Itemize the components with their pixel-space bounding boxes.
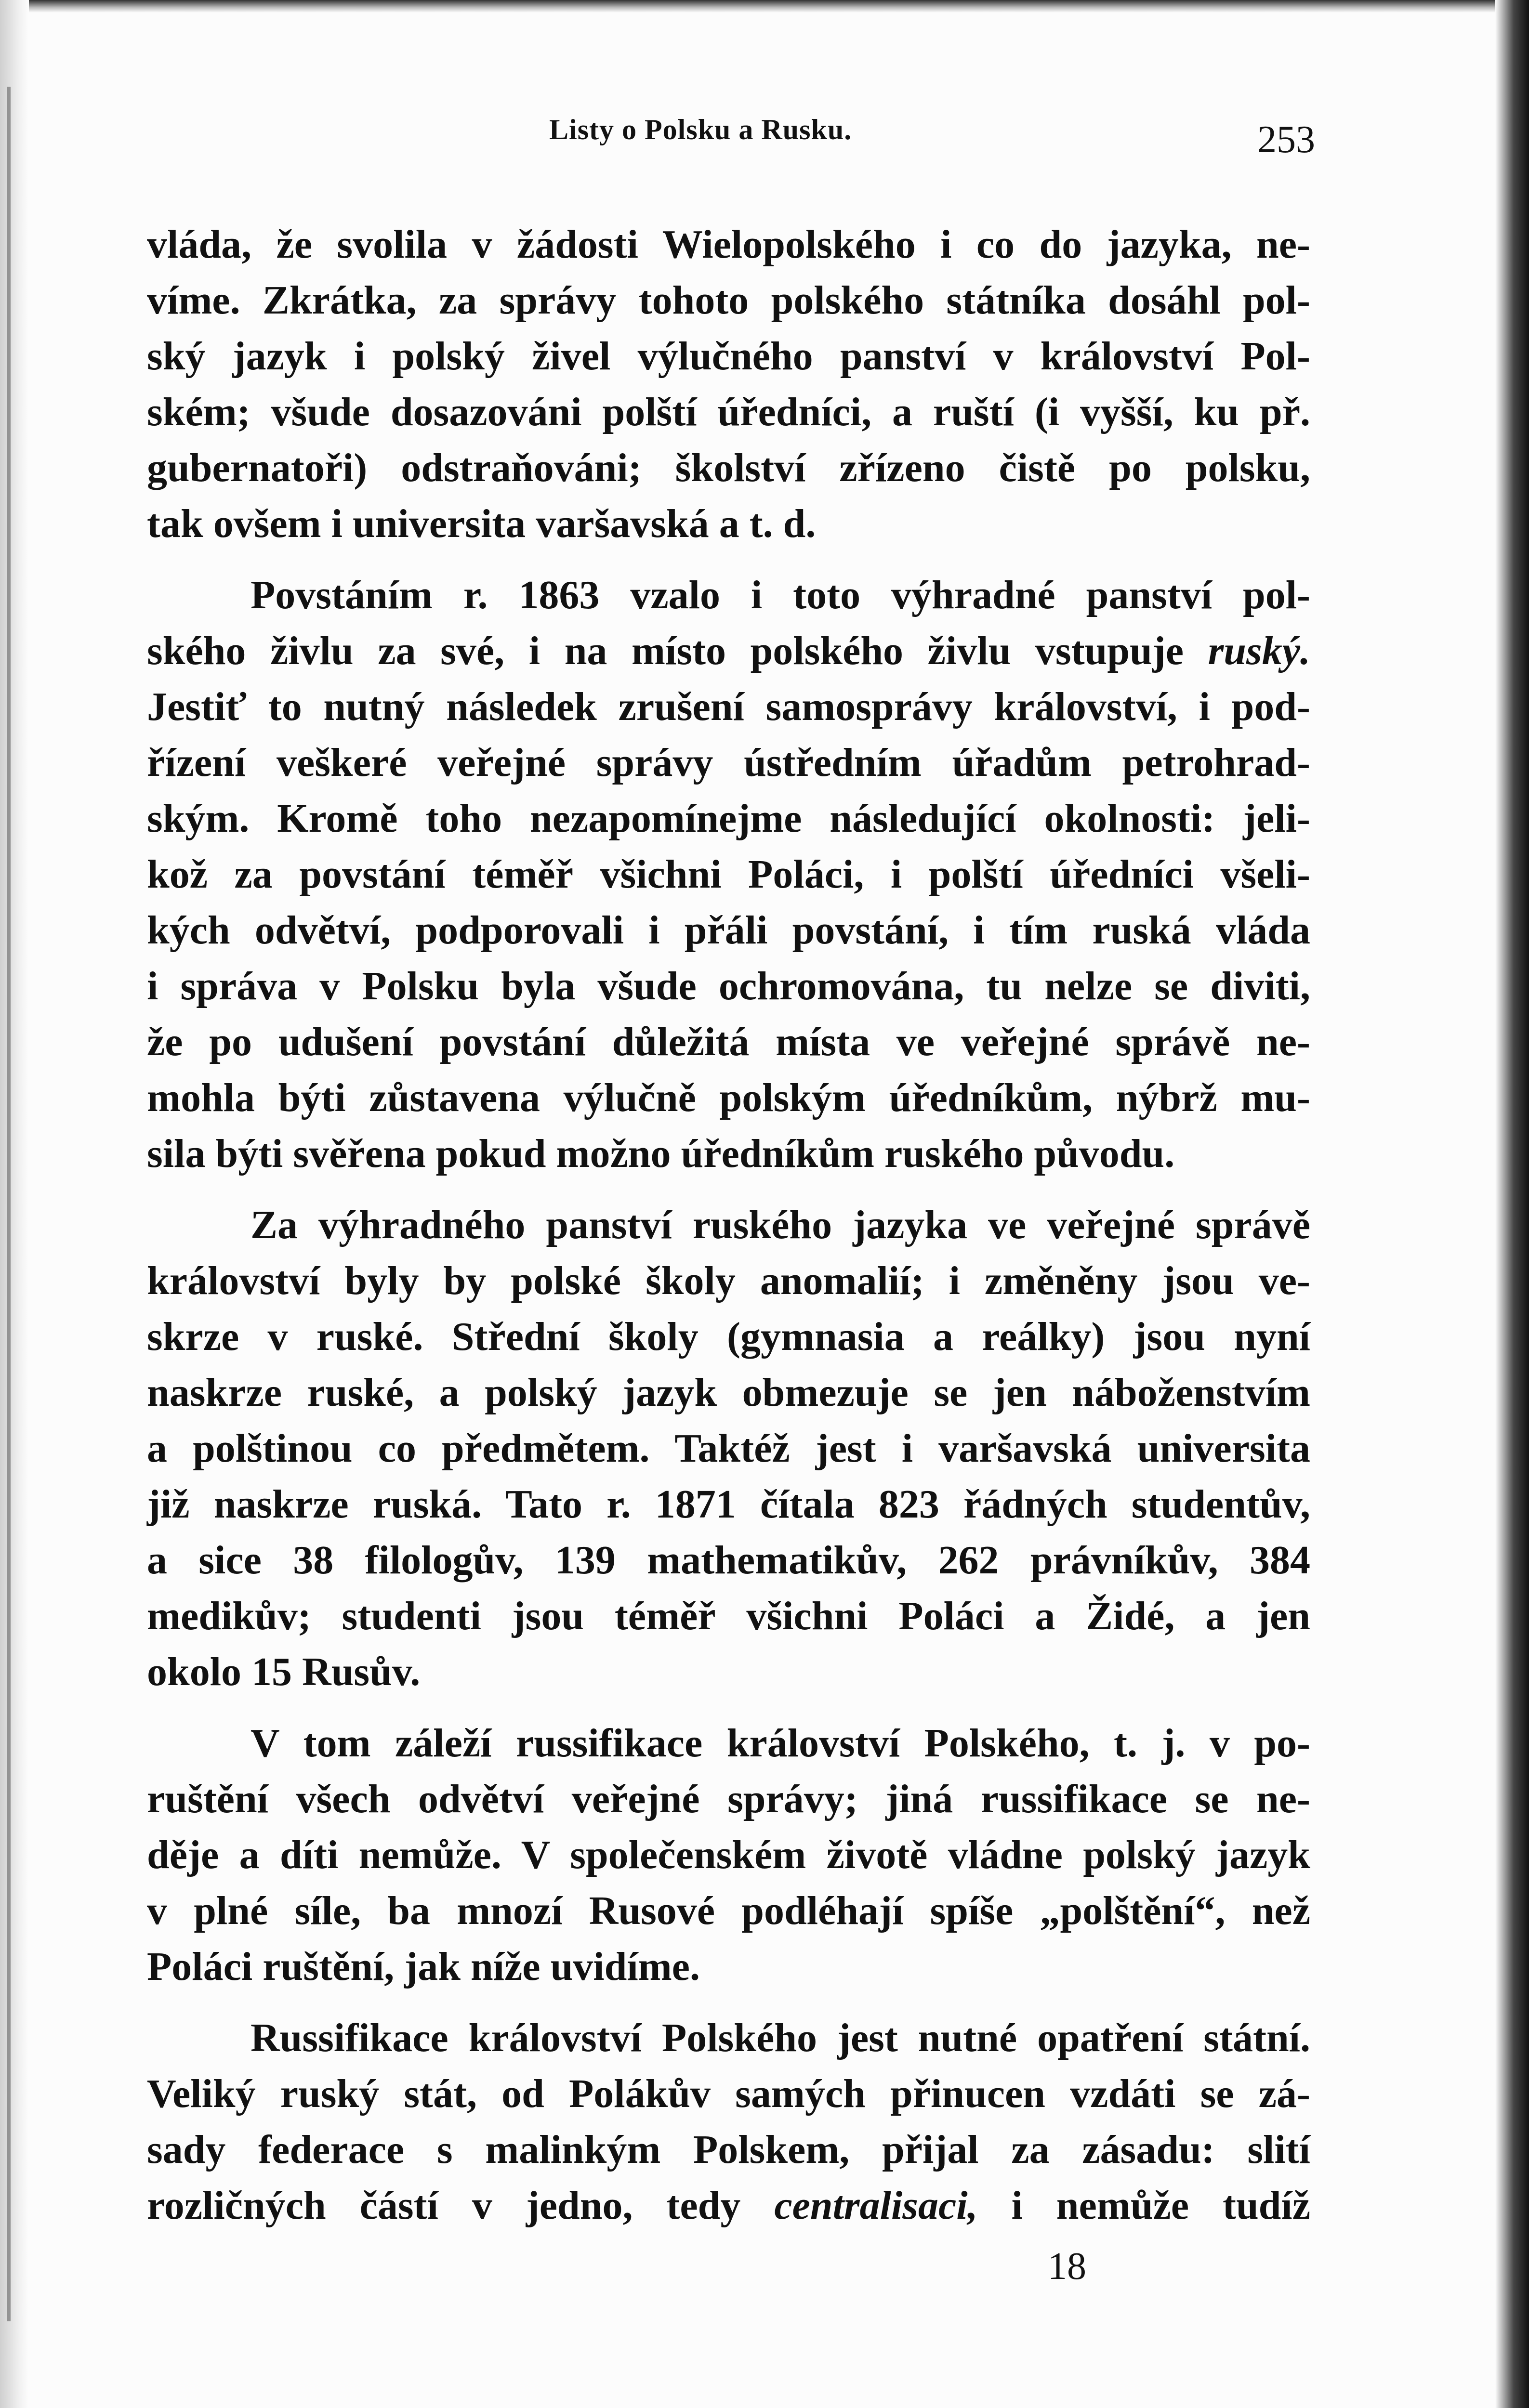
- paragraph: [147, 1715, 1310, 1995]
- text-line: mohla býti zůstavena výlučně polským úředníkům, nýbrž mu-: [147, 1075, 1310, 1120]
- text-line: naskrze ruské, a polský jazyk obmezuje se jen náboženstvím: [147, 1370, 1310, 1415]
- italic-word: ruský.: [1208, 628, 1310, 673]
- text-line: v plné síle, ba mnozí Rusové podléhají spíše „polštění“, než: [147, 1888, 1310, 1933]
- text-line: i správa v Polsku byla všude ochromována, tu nelze se diviti,: [147, 964, 1310, 1008]
- text-segment: ského živlu za své, i na místo polského živlu vstupuje: [147, 628, 1208, 673]
- text-line: vláda, že svolila v žádosti Wielopolského i co do jazyka, ne-: [147, 222, 1310, 267]
- text-line: V tom záleží russifikace království Polského, t. j. v po-: [250, 1721, 1310, 1766]
- italic-word: centralisaci,: [774, 2183, 978, 2228]
- text-line: [147, 623, 1310, 679]
- text-line: Jestiť to nutný následek zrušení samosprávy království, i pod-: [147, 684, 1310, 729]
- text-segment: i nemůže tudíž: [977, 2183, 1311, 2228]
- page-top-edge: [0, 0, 1529, 13]
- text-line: a polštinou co předmětem. Taktéž jest i varšavská universita: [147, 1426, 1310, 1471]
- text-line: království byly by polské školy anomalií; i změněny jsou ve-: [147, 1258, 1310, 1303]
- text-line: Russifikace království Polského jest nutné opatření státní.: [250, 2015, 1310, 2060]
- text-line: a sice 38 filologův, 139 mathematikův, 262 právníkův, 384: [147, 1538, 1310, 1583]
- text-segment: rozličných částí v jedno, tedy: [147, 2183, 775, 2228]
- text-line: víme. Zkrátka, za správy tohoto polského státníka dosáhl pol-: [147, 278, 1310, 323]
- text-line: kož za povstání téměř všichni Poláci, i polští úředníci všeli-: [147, 852, 1310, 897]
- text-line: ským. Kromě toho nezapomínejme následující okolnosti: jeli-: [147, 796, 1310, 841]
- paragraph: [147, 567, 1310, 1182]
- text-line: skrze v ruské. Střední školy (gymnasia a reálky) jsou nyní: [147, 1314, 1310, 1359]
- signature-mark: 18: [1048, 2245, 1086, 2288]
- paragraph: [147, 2010, 1310, 2234]
- text-line: ský jazyk i polský živel výlučného panství v království Pol-: [147, 334, 1310, 379]
- text-line: kých odvětví, podporovali i přáli povstání, i tím ruská vláda: [147, 908, 1310, 953]
- text-line: Veliký ruský stát, od Polákův samých přinucen vzdáti se zá-: [147, 2071, 1310, 2116]
- text-line: gubernatoři) odstraňováni; školství zřízeno čistě po polsku,: [147, 445, 1310, 490]
- text-line: sady federace s malinkým Polskem, přijal za zásadu: slití: [147, 2127, 1310, 2172]
- text-line: Za výhradného panství ruského jazyka ve veřejné správě: [250, 1203, 1310, 1247]
- text-line: tak ovšem i universita varšavská a t. d.: [147, 501, 816, 546]
- page-right-edge: [1495, 0, 1529, 2408]
- paragraph: [147, 217, 1310, 552]
- page-header: [145, 113, 1315, 161]
- running-title: Listy o Polsku a Rusku.: [549, 114, 852, 145]
- text-line: že po udušení povstání důležitá místa ve veřejné správě ne-: [147, 1020, 1310, 1064]
- page-number: 253: [1257, 118, 1315, 161]
- text-line: děje a díti nemůže. V společenském životě vládne polský jazyk: [147, 1832, 1310, 1877]
- text-line: sila býti svěřena pokud možno úředníkům ruského původu.: [147, 1131, 1175, 1176]
- text-line: řízení veškeré veřejné správy ústředním úřadům petrohrad-: [147, 740, 1310, 785]
- text-line: [147, 2178, 1310, 2234]
- body-text: [147, 217, 1310, 2249]
- page-left-edge: [0, 0, 29, 2408]
- text-line: již naskrze ruská. Tato r. 1871 čítala 823 řádných studentův,: [147, 1482, 1310, 1527]
- paragraph: [147, 1197, 1310, 1700]
- text-line: ruštění všech odvětví veřejné správy; jiná russifikace se ne-: [147, 1777, 1310, 1821]
- text-line: Povstáním r. 1863 vzalo i toto výhradné panství pol-: [250, 573, 1310, 617]
- text-line: okolo 15 Rusův.: [147, 1649, 421, 1694]
- text-line: Poláci ruštění, jak níže uvidíme.: [147, 1944, 700, 1989]
- text-line: ském; všude dosazováni polští úředníci, a ruští (i vyšší, ku př.: [147, 390, 1310, 434]
- text-line: medikův; studenti jsou téměř všichni Poláci a Židé, a jen: [147, 1594, 1310, 1638]
